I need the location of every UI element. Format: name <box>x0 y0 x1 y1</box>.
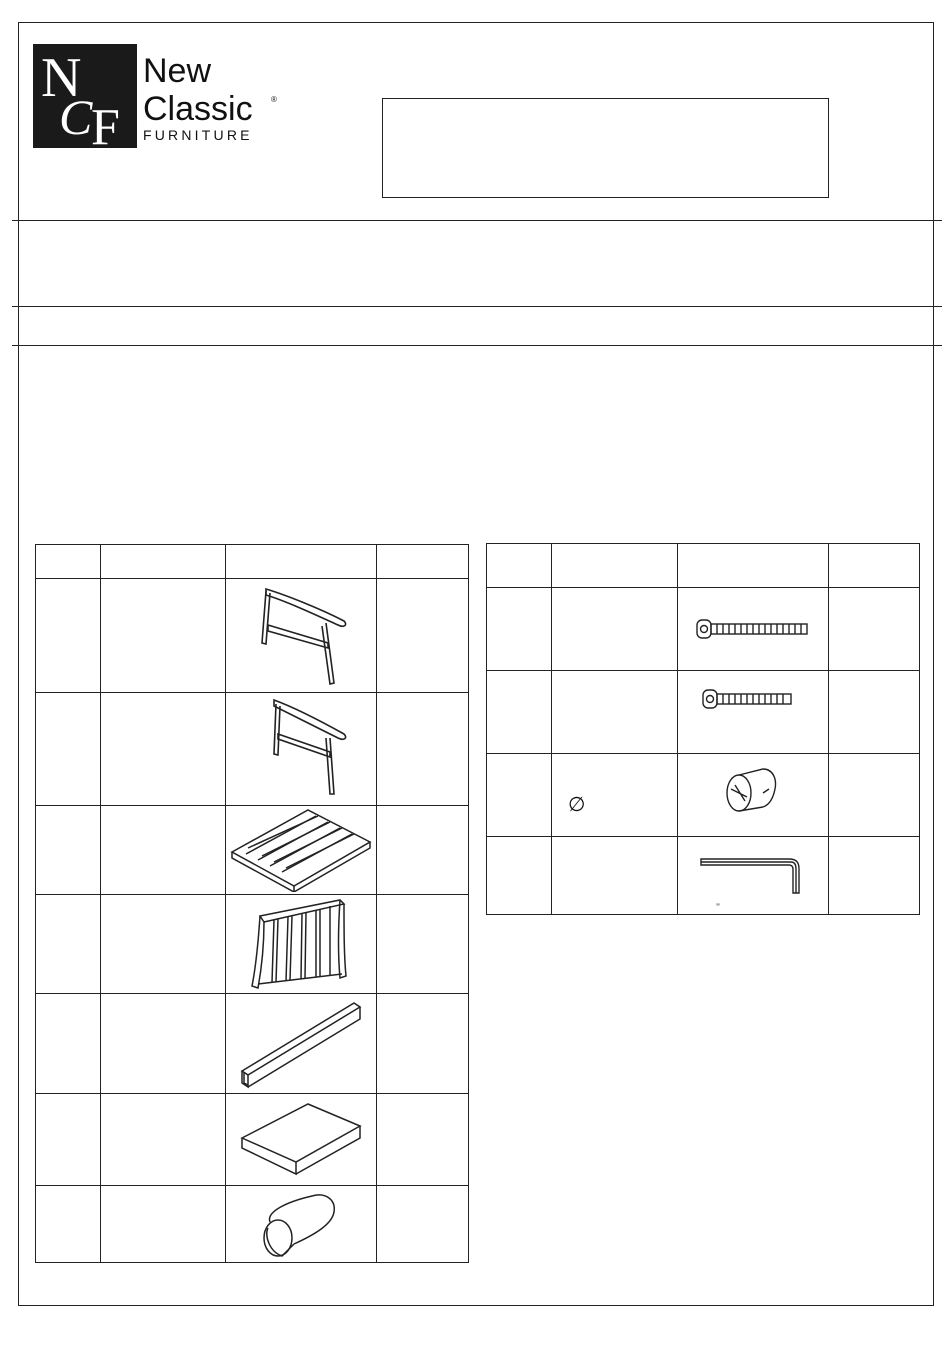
table-row <box>487 837 920 915</box>
table-row <box>36 806 469 895</box>
brand-name-furniture: FURNITURE <box>143 127 253 143</box>
rail-icon <box>236 999 366 1089</box>
table-row <box>36 1094 469 1186</box>
svg-text:C: C <box>59 89 93 145</box>
brand-logo <box>33 44 285 148</box>
table-row <box>36 579 469 693</box>
allen-key-icon <box>693 851 813 901</box>
table-row <box>487 588 920 671</box>
allen-key-note: ’’ <box>716 902 720 912</box>
parts-table-header <box>36 545 469 579</box>
header-divider <box>12 220 942 221</box>
svg-text:F: F <box>91 99 120 148</box>
seat-frame-icon <box>228 808 374 892</box>
barrel-nut-icon <box>723 765 783 815</box>
long-bolt-icon <box>693 614 813 644</box>
table-row <box>36 1186 469 1263</box>
short-bolt-icon <box>693 684 813 714</box>
section-divider-2 <box>12 345 942 346</box>
table-row <box>487 671 920 754</box>
brand-name-new: New <box>143 52 212 90</box>
table-row <box>36 994 469 1094</box>
chair-side-frame-icon <box>246 581 356 691</box>
svg-text:N: N <box>41 47 82 109</box>
table-row <box>36 693 469 806</box>
table-row <box>36 895 469 994</box>
section-divider-1 <box>12 306 942 307</box>
parts-table <box>35 544 469 1263</box>
title-box <box>382 98 829 198</box>
seat-cushion-icon <box>238 1098 364 1182</box>
bolster-pillow-icon <box>256 1188 346 1260</box>
hardware-table <box>486 543 920 915</box>
brand-name-classic: Classic <box>143 90 253 128</box>
back-frame-icon <box>246 896 356 992</box>
hardware-table-header <box>487 544 920 588</box>
diameter-symbol: ∅ <box>568 792 586 816</box>
table-row <box>487 754 920 837</box>
registered-mark: ® <box>271 95 277 104</box>
chair-side-frame-icon <box>246 694 356 804</box>
